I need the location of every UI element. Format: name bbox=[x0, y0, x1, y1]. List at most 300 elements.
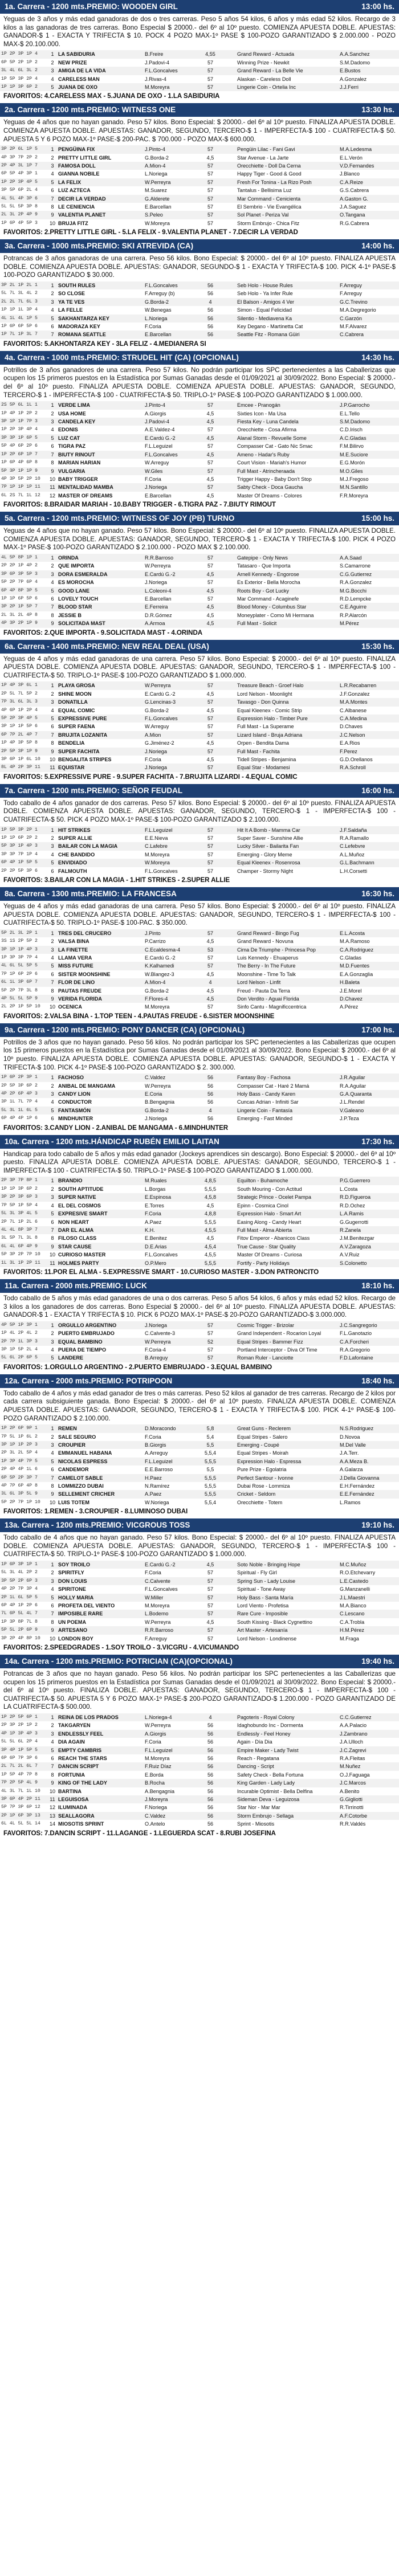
trainer-name: C.A.Trobla bbox=[339, 1618, 399, 1626]
favorites-line bbox=[0, 227, 399, 239]
horse-name: SAKHANTARZA KEY bbox=[57, 315, 144, 322]
weight: 57 bbox=[201, 715, 220, 722]
odds bbox=[220, 1082, 236, 1090]
table-row bbox=[0, 1321, 399, 1329]
trainer-name: G.Gigliotti bbox=[339, 1795, 399, 1803]
trainer-name: L.A.Ramis bbox=[339, 1210, 399, 1218]
past-form: 4P 1P 3P 4P 3 bbox=[0, 1730, 48, 1738]
weight: 5,4 bbox=[201, 1433, 220, 1441]
jockey-name: R.R.Barroso bbox=[144, 1626, 201, 1634]
table-row bbox=[0, 859, 399, 867]
post-number: 8 bbox=[48, 987, 57, 995]
post-number: 5 bbox=[48, 178, 57, 186]
table-row bbox=[0, 1635, 399, 1643]
past-form: 1L 3L 1P 2P 11 bbox=[0, 1259, 48, 1267]
table-row bbox=[0, 995, 399, 1003]
past-form: 1P 5P 3P 2P 1 bbox=[0, 826, 48, 834]
race-header bbox=[0, 784, 399, 798]
odds bbox=[220, 851, 236, 859]
post-number: 6 bbox=[48, 970, 57, 978]
pedigree: Dancing - Script bbox=[236, 1762, 339, 1770]
post-number: 6 bbox=[48, 442, 57, 450]
weight: 4,5 bbox=[201, 587, 220, 595]
race-header bbox=[0, 0, 399, 14]
jockey-name: F.L.Leguizel bbox=[144, 1458, 201, 1465]
past-form: 3P 1P 1P 4P 3 bbox=[0, 946, 48, 954]
post-number: 6 bbox=[48, 1465, 57, 1473]
odds bbox=[220, 1465, 236, 1473]
trainer-name: C.D.Irisch bbox=[339, 426, 399, 434]
past-form: 1P 2P 3P 1P 4 bbox=[0, 50, 48, 58]
jockey-name: F.Coria bbox=[144, 1738, 201, 1746]
pedigree: Lord Nelson - Moonlight bbox=[236, 690, 339, 698]
trainer-name: R.P.Alarcón bbox=[339, 611, 399, 619]
entries-table bbox=[0, 554, 399, 628]
trainer-name: H.Baleta bbox=[339, 978, 399, 986]
jockey-name: W.Perreyra bbox=[144, 681, 201, 689]
post-number: 3 bbox=[48, 298, 57, 306]
race-time: 13:00 hs. bbox=[361, 2, 394, 11]
trainer-name: A.V.Zaragoza bbox=[339, 1243, 399, 1251]
weight: 56 bbox=[201, 1090, 220, 1098]
weight: 56 bbox=[201, 1082, 220, 1090]
horse-name: LUIS TOTEM bbox=[57, 1499, 144, 1507]
pedigree: Holy Bass - Santa María bbox=[236, 1594, 339, 1602]
pedigree: Spiritual - Tone Away bbox=[236, 1585, 339, 1593]
trainer-name: R.D.Figueroa bbox=[339, 1193, 399, 1201]
weight: 57 bbox=[201, 1626, 220, 1634]
pedigree: Compasser Cat - Haré 2 Mamá bbox=[236, 1082, 339, 1090]
horse-name: REMEN bbox=[57, 1424, 144, 1432]
trainer-name: L.Ramos bbox=[339, 1499, 399, 1507]
weight: 57 bbox=[201, 748, 220, 756]
weight: 56 bbox=[201, 1746, 220, 1754]
pedigree: Lingerie Coin - Fantasía bbox=[236, 1107, 339, 1115]
race-time: 14:30 hs. bbox=[361, 353, 394, 362]
weight: 4,5 bbox=[201, 987, 220, 995]
jockey-name: A.E.Valdez-4 bbox=[144, 426, 201, 434]
weight: 4,5 bbox=[201, 739, 220, 747]
race-section bbox=[0, 784, 399, 887]
odds bbox=[220, 1441, 236, 1449]
pedigree: Reach - Regatana bbox=[236, 1754, 339, 1762]
pedigree: South Mouring - Con Actitud bbox=[236, 1185, 339, 1193]
weight: 57 bbox=[201, 554, 220, 562]
jockey-name: M.Moreyra bbox=[144, 1754, 201, 1762]
weight: 4,5 bbox=[201, 603, 220, 611]
horse-name: LOMMIZZO DUBAI bbox=[57, 1482, 144, 1490]
favorites-value: 4.CARELESS MAX - 5.JUANA DE OXO - 1.LA SABIDURIA bbox=[44, 92, 220, 100]
odds bbox=[220, 162, 236, 170]
past-form: 5P 3P 1P 1P 9 bbox=[0, 467, 48, 475]
jockey-name: G.Borda-2 bbox=[144, 154, 201, 162]
past-form: 3L 4L 6L 3L 2 bbox=[0, 67, 48, 75]
race-title: 10a. Carrera - 1200 mts.HÁNDICAP RUBÉN EMILIO LAITAN bbox=[5, 1137, 219, 1146]
horse-name: HOLMES PARTY bbox=[57, 1259, 144, 1267]
weight: 57 bbox=[201, 867, 220, 875]
trainer-name: R.Zanela bbox=[339, 1226, 399, 1234]
post-number: 3 bbox=[48, 1193, 57, 1201]
table-row bbox=[0, 619, 399, 627]
horse-name: SPIRITONE bbox=[57, 1585, 144, 1593]
pedigree: Lingerie Coin - Ortelia Inc bbox=[236, 83, 339, 91]
past-form: 5P 4P 6P 2P 6 bbox=[0, 442, 48, 450]
table-row bbox=[0, 410, 399, 418]
post-number: 3 bbox=[48, 1338, 57, 1346]
trainer-name: M.J.Fregoso bbox=[339, 475, 399, 483]
pedigree: Holy Bass - Candy Karen bbox=[236, 1090, 339, 1098]
pedigree: Lucky Silver - Bailarita Fan bbox=[236, 842, 339, 850]
favorites-label: FAVORITOS: bbox=[3, 1829, 43, 1837]
pedigree: Great Guns - Reclerem bbox=[236, 1424, 339, 1432]
weight: 57 bbox=[201, 459, 220, 467]
trainer-name: R.A.Fleitas bbox=[339, 1754, 399, 1762]
odds bbox=[220, 1458, 236, 1465]
post-number: 3 bbox=[48, 946, 57, 954]
weight: 4 bbox=[201, 298, 220, 306]
horse-name: EXPRESIVE SMART bbox=[57, 1210, 144, 1218]
pedigree: Don Verdito - Aguai Florida bbox=[236, 995, 339, 1003]
weight: 5,5,4 bbox=[201, 1449, 220, 1457]
jockey-name: E.Torres bbox=[144, 1202, 201, 1210]
odds bbox=[220, 186, 236, 194]
jockey-name: O.Antelo bbox=[144, 1820, 201, 1828]
horse-name: FLOR DE LINO bbox=[57, 978, 144, 986]
past-form: 2L 2L 7L 6L 3 bbox=[0, 298, 48, 306]
odds bbox=[220, 1594, 236, 1602]
table-row bbox=[0, 698, 399, 706]
favorites-line bbox=[0, 339, 399, 351]
race-time: 15:00 hs. bbox=[361, 514, 394, 523]
horse-name: ENDLESSLY FEEL bbox=[57, 1730, 144, 1738]
post-number: 1 bbox=[48, 681, 57, 689]
pedigree: Full Mast - La Superame bbox=[236, 722, 339, 730]
horse-name: ENVIDIADO bbox=[57, 859, 144, 867]
post-number: 1 bbox=[48, 1177, 57, 1185]
jockey-name: W.Noriega bbox=[144, 1499, 201, 1507]
jockey-name: J.Padovi-4 bbox=[144, 59, 201, 67]
odds bbox=[220, 587, 236, 595]
pedigree: Emcee - Pranogán bbox=[236, 401, 339, 409]
odds bbox=[220, 1569, 236, 1577]
trainer-name: M.O.Giles bbox=[339, 467, 399, 475]
jockey-name: W.Perreyra bbox=[144, 1721, 201, 1729]
race-section bbox=[0, 1374, 399, 1518]
race-header bbox=[0, 103, 399, 117]
jockey-name: W.Perreyra bbox=[144, 1618, 201, 1626]
race-header bbox=[0, 640, 399, 654]
odds bbox=[220, 1202, 236, 1210]
odds bbox=[220, 1329, 236, 1337]
odds bbox=[220, 946, 236, 954]
post-number: 2 bbox=[48, 690, 57, 698]
horse-name: YA TE VES bbox=[57, 298, 144, 306]
trainer-name: C.C.Gutierrez bbox=[339, 1713, 399, 1721]
pedigree: Freud - Pauta Da Terra bbox=[236, 987, 339, 995]
race-title: 3a. Carrera - 1000 mts.PREMIO: SKI ATREVIDA (CA) bbox=[5, 242, 194, 251]
jockey-name: L.Coleoni-4 bbox=[144, 587, 201, 595]
horse-name: EQUAL BAMBINO bbox=[57, 1338, 144, 1346]
past-form: 3P 1P 1P 5P 6 bbox=[0, 722, 48, 730]
odds bbox=[220, 1115, 236, 1122]
trainer-name: A.A.Saad bbox=[339, 554, 399, 562]
past-form: 2P 2P 1P 4P 2 bbox=[0, 562, 48, 570]
weight: 57 bbox=[201, 962, 220, 970]
pedigree: Grand Reward - Novuna bbox=[236, 937, 339, 945]
past-form: 7P 2P 5P 4L 9 bbox=[0, 1779, 48, 1787]
weight: 57 bbox=[201, 195, 220, 203]
weight: 57 bbox=[201, 467, 220, 475]
jockey-name: S.Peleo bbox=[144, 211, 201, 219]
weight: 56 bbox=[201, 1073, 220, 1081]
odds bbox=[220, 929, 236, 937]
weight: 57 bbox=[201, 1329, 220, 1337]
post-number: 1 bbox=[48, 1424, 57, 1432]
weight: 56 bbox=[201, 1803, 220, 1811]
past-form: 2P 5L 7L 5P 2 bbox=[0, 690, 48, 698]
trainer-name: C.E.Aguirre bbox=[339, 603, 399, 611]
horse-name: SEALLAGORA bbox=[57, 1812, 144, 1820]
odds bbox=[220, 826, 236, 834]
table-row bbox=[0, 1803, 399, 1811]
weight: 4 bbox=[201, 1713, 220, 1721]
pedigree: True Cause - Star Quality bbox=[236, 1243, 339, 1251]
jockey-name: B.Bengagnia bbox=[144, 1098, 201, 1106]
past-form: 6L 2S 7L 1L 12 bbox=[0, 492, 48, 500]
jockey-name: F.Coria bbox=[144, 1210, 201, 1218]
favorites-line bbox=[0, 1362, 399, 1374]
weight: 4,5,8 bbox=[201, 1193, 220, 1201]
horse-name: BARTINA bbox=[57, 1787, 144, 1795]
weight: 56 bbox=[201, 1098, 220, 1106]
odds bbox=[220, 154, 236, 162]
past-form: 3P 2L 1P 2L 1 bbox=[0, 281, 48, 289]
horse-name: SOUTH RULES bbox=[57, 281, 144, 289]
past-form: 3S 1S 2P 5P 2 bbox=[0, 937, 48, 945]
pedigree: Super Saver - Sunshine Allie bbox=[236, 834, 339, 842]
weight: 56 bbox=[201, 1795, 220, 1803]
odds bbox=[220, 859, 236, 867]
horse-name: MENTALIDAD MAMBA bbox=[57, 483, 144, 491]
post-number: 3 bbox=[48, 842, 57, 850]
post-number: 1 bbox=[48, 826, 57, 834]
odds bbox=[220, 306, 236, 314]
pedigree: Equal Stripes - Moirah bbox=[236, 1449, 339, 1457]
jockey-name: K.H. bbox=[144, 1226, 201, 1234]
trainer-name: S.Colonetto bbox=[339, 1259, 399, 1267]
table-row bbox=[0, 690, 399, 698]
trainer-name: E.A.Rios bbox=[339, 739, 399, 747]
post-number: 7 bbox=[48, 1474, 57, 1482]
past-form: 3P 5P 6P 2L 4 bbox=[0, 186, 48, 194]
jockey-name: E.Borda bbox=[144, 1771, 201, 1779]
entries-table bbox=[0, 929, 399, 1011]
trainer-name: G.Manzanelli bbox=[339, 1585, 399, 1593]
horse-name: LLAMA VERA bbox=[57, 954, 144, 962]
weight: 57 bbox=[201, 842, 220, 850]
odds bbox=[220, 1585, 236, 1593]
jockey-name: F.Coria bbox=[144, 1569, 201, 1577]
race-time: 17:30 hs. bbox=[361, 1137, 394, 1146]
odds bbox=[220, 1098, 236, 1106]
race-conditions: Yeguas de 4 años que no hayan ganado. Peso 57 kilos. Bono Especial: $ 20000.- del 6º al 10º puesto. FINALIZA APUESTA DOBLE. COMIENZA APUESTA DOBLE. APUESTAS: GANADOR, SEGUNDO, TERCERO-$ 1 - IMPERFECTA-$ 100 - CUATRIFECTA-$ 50. APUESTA 5 Y 6 POZO MAX-1º PASE-$ 200-PAC. $ 700.000 - POZO MAX-$ 600.000. bbox=[3, 119, 396, 143]
odds bbox=[220, 554, 236, 562]
odds bbox=[220, 1635, 236, 1643]
horse-name: LEGUISOSA bbox=[57, 1795, 144, 1803]
past-form: 3P 2P 6L 1P 5 bbox=[0, 145, 48, 153]
post-number: 10 bbox=[48, 1499, 57, 1507]
pedigree: Sinfo Cantu - Magnificcentrica bbox=[236, 1003, 339, 1011]
table-row bbox=[0, 1762, 399, 1770]
pedigree: Dubai Rose - Lommiza bbox=[236, 1482, 339, 1490]
favorites-value: 2.PRETTY LITTLE GIRL - 5.LA FELIX - 9.VALENTIA PLANET - 7.DECIR LA VERDAD bbox=[44, 228, 298, 236]
trainer-name: E.G.Morón bbox=[339, 459, 399, 467]
post-number: 3 bbox=[48, 1730, 57, 1738]
horse-name: LUZ AZTECA bbox=[57, 186, 144, 194]
table-row bbox=[0, 1738, 399, 1746]
past-form: 2P 1P 6P 3P 13 bbox=[0, 1812, 48, 1820]
post-number: 4 bbox=[48, 578, 57, 586]
pedigree: Equal Stripes - Salero bbox=[236, 1433, 339, 1441]
pedigree: Moneyplater - Como Mi Hermana bbox=[236, 611, 339, 619]
jockey-name: G.Borda-2 bbox=[144, 1107, 201, 1115]
horse-name: BLOOD STAR bbox=[57, 603, 144, 611]
horse-name: FAMOSA DOLL bbox=[57, 162, 144, 170]
table-row bbox=[0, 1218, 399, 1226]
past-form: 3P 1L 7L 7P 4 bbox=[0, 1098, 48, 1106]
race-conditions: Potrillos de 3 años ganadores de una carrera. Peso 57 kilos. No podrán participar los SPC pertenecientes a las Caballerizas que ocupen los 15 primeros puestos en la Estadística por Sumas Ganadas desde el 01/09/2021 al 30/09/2022. Bono Especial: $ 20000.- del 6º al 10º puesto. FINALIZA APUESTA DOBLE. COMIENZA APUESTA DOBLE. APUESTAS: GANADOR, SEGUNDO, TERCERO-$ 1 - IMPERFECTA-$ 100 - CUATRIFECTA-$ 50. TRIPLO-1º PASE-$ 100-POZO GARANTIZADO $ 1.000.000. bbox=[3, 366, 396, 399]
table-row bbox=[0, 970, 399, 978]
post-number: 9 bbox=[48, 1243, 57, 1251]
horse-name: LA FINETTE bbox=[57, 946, 144, 954]
table-row bbox=[0, 1577, 399, 1585]
odds bbox=[220, 1779, 236, 1787]
post-number: 6 bbox=[48, 1218, 57, 1226]
weight: 56 bbox=[201, 315, 220, 322]
weight: 4,5 bbox=[201, 570, 220, 578]
trainer-name: S.M.Dadomo bbox=[339, 59, 399, 67]
jockey-name: B.Giorgis bbox=[144, 1441, 201, 1449]
trainer-name: F.M.Bilirvo bbox=[339, 442, 399, 450]
trainer-name: R.A.Ramallo bbox=[339, 834, 399, 842]
odds bbox=[220, 722, 236, 730]
odds bbox=[220, 1107, 236, 1115]
past-form: 2P 3P 7P 8P 1 bbox=[0, 1177, 48, 1185]
favorites-label: FAVORITOS: bbox=[3, 773, 43, 781]
past-form: 1P 6P 4P 5P 3 bbox=[0, 219, 48, 227]
trainer-name: J.A.Ulloch bbox=[339, 1738, 399, 1746]
pedigree: Emerging - Fast Minded bbox=[236, 1115, 339, 1122]
past-form: 6P 7P 2L 4P 7 bbox=[0, 731, 48, 739]
post-number: 2 bbox=[48, 1569, 57, 1577]
table-row bbox=[0, 554, 399, 562]
weight: 56 bbox=[201, 1115, 220, 1122]
horse-name: LA SABIDURIA bbox=[57, 50, 144, 58]
odds bbox=[220, 1561, 236, 1569]
jockey-name: A.Giorgis bbox=[144, 410, 201, 418]
horse-name: QUE IMPORTA bbox=[57, 562, 144, 570]
pedigree: Grand Independent - Rocarion Loyal bbox=[236, 1329, 339, 1337]
past-form: 4P 5L 5L 5P 9 bbox=[0, 995, 48, 1003]
pedigree: Alaskan - Careless Doll bbox=[236, 75, 339, 83]
trainer-name: A.A.Sanchez bbox=[339, 50, 399, 58]
trainer-name: C.Gladas bbox=[339, 954, 399, 962]
post-number: 9 bbox=[48, 748, 57, 756]
trainer-name: J.P.Teza bbox=[339, 1115, 399, 1122]
jockey-name: R.R.Barroso bbox=[144, 554, 201, 562]
past-form: 1P 3P 3P 7P 4 bbox=[0, 954, 48, 962]
weight: 57 bbox=[201, 595, 220, 603]
jockey-name: W.Benegas bbox=[144, 306, 201, 314]
odds bbox=[220, 619, 236, 627]
table-row bbox=[0, 681, 399, 689]
trainer-name: R.D.Ochez bbox=[339, 1202, 399, 1210]
odds bbox=[220, 475, 236, 483]
trainer-name: H.M.Pérez bbox=[339, 1626, 399, 1634]
entries-table bbox=[0, 681, 399, 771]
horse-name: DIA AGAIN bbox=[57, 1738, 144, 1746]
trainer-name: M.G.Bocchi bbox=[339, 587, 399, 595]
horse-name: SALE SEGURO bbox=[57, 1433, 144, 1441]
race-section bbox=[0, 1518, 399, 1655]
odds bbox=[220, 707, 236, 715]
past-form: 1P 4P 1P 2P 2 bbox=[0, 410, 48, 418]
past-form: 3P 2P 1P 5P 7 bbox=[0, 603, 48, 611]
weight: 56 bbox=[201, 1787, 220, 1795]
race-header bbox=[0, 1518, 399, 1532]
weight: 57 bbox=[201, 681, 220, 689]
weight: 4,5 bbox=[201, 1561, 220, 1569]
trainer-name: J.A.Terr. bbox=[339, 1449, 399, 1457]
jockey-name: M.Moreyra bbox=[144, 851, 201, 859]
jockey-name: F.Arreguy bbox=[144, 1635, 201, 1643]
pedigree: Spring Sun - Lady Louise bbox=[236, 1577, 339, 1585]
table-row bbox=[0, 1610, 399, 1618]
table-row bbox=[0, 1626, 399, 1634]
odds bbox=[220, 595, 236, 603]
post-number: 6 bbox=[48, 1754, 57, 1762]
odds bbox=[220, 739, 236, 747]
jockey-name: E.Cardú G.-2 bbox=[144, 954, 201, 962]
jockey-name: L.Noriega-4 bbox=[144, 1713, 201, 1721]
pedigree: Seb Holo - Ya Infer Rule bbox=[236, 289, 339, 297]
post-number: 5 bbox=[48, 859, 57, 867]
jockey-name: F.L.Leguizel bbox=[144, 442, 201, 450]
past-form: 2P 4P 3L 1P 7 bbox=[0, 162, 48, 170]
pedigree: Roman Ruler - Lanciotte bbox=[236, 1354, 339, 1362]
horse-name: EL DEL COSMOS bbox=[57, 1202, 144, 1210]
past-form: 3P 1P 5P 2L 4 bbox=[0, 1346, 48, 1354]
horse-name: MISS FUTURE bbox=[57, 962, 144, 970]
table-row bbox=[0, 1499, 399, 1507]
jockey-name: E.Cardú G.-2 bbox=[144, 1561, 201, 1569]
pedigree: Gatepipe - Only News bbox=[236, 554, 339, 562]
race-header bbox=[0, 1023, 399, 1037]
pedigree: Equilton - Buhamoche bbox=[236, 1177, 339, 1185]
jockey-name: L.Borgas bbox=[144, 1185, 201, 1193]
horse-name: EXPRESSIVE PURE bbox=[57, 715, 144, 722]
jockey-name: A.Bengagnia bbox=[144, 1787, 201, 1795]
horse-name: EQUAL COMIC bbox=[57, 707, 144, 715]
race-conditions: Potrillos de 3 años que no hayan ganado. Peso 56 kilos. No podrán participar los SPC pertenecientes a las Caballerizas que ocupen los 15 primeros puestos en la Estadística por Sumas Ganadas desde el 01/09/2021 al 30/09/2022. Bono Especial: $ 20000.- del 6º al 10º puesto. FINALIZA APUESTA DOBLE. COMIENZA APUESTA DOBLE. APUESTAS: GANADOR, SEGUNDO-$ 1 - EXACTA Y TRIFECTA-$ 100. PICK 4-1º PASE-$ 100-POZO GARANTIZADO $ 2. 300.000. bbox=[3, 1038, 396, 1071]
horse-name: PLAYA GROSA bbox=[57, 681, 144, 689]
favorites-label: FAVORITOS: bbox=[3, 1363, 43, 1371]
horse-name: MIOSOTIS SPRINT bbox=[57, 1820, 144, 1828]
trainer-name: M.Fraga bbox=[339, 1635, 399, 1643]
weight: 57 bbox=[201, 764, 220, 771]
race-header bbox=[0, 887, 399, 901]
jockey-name: M.Moreyra bbox=[144, 1003, 201, 1011]
